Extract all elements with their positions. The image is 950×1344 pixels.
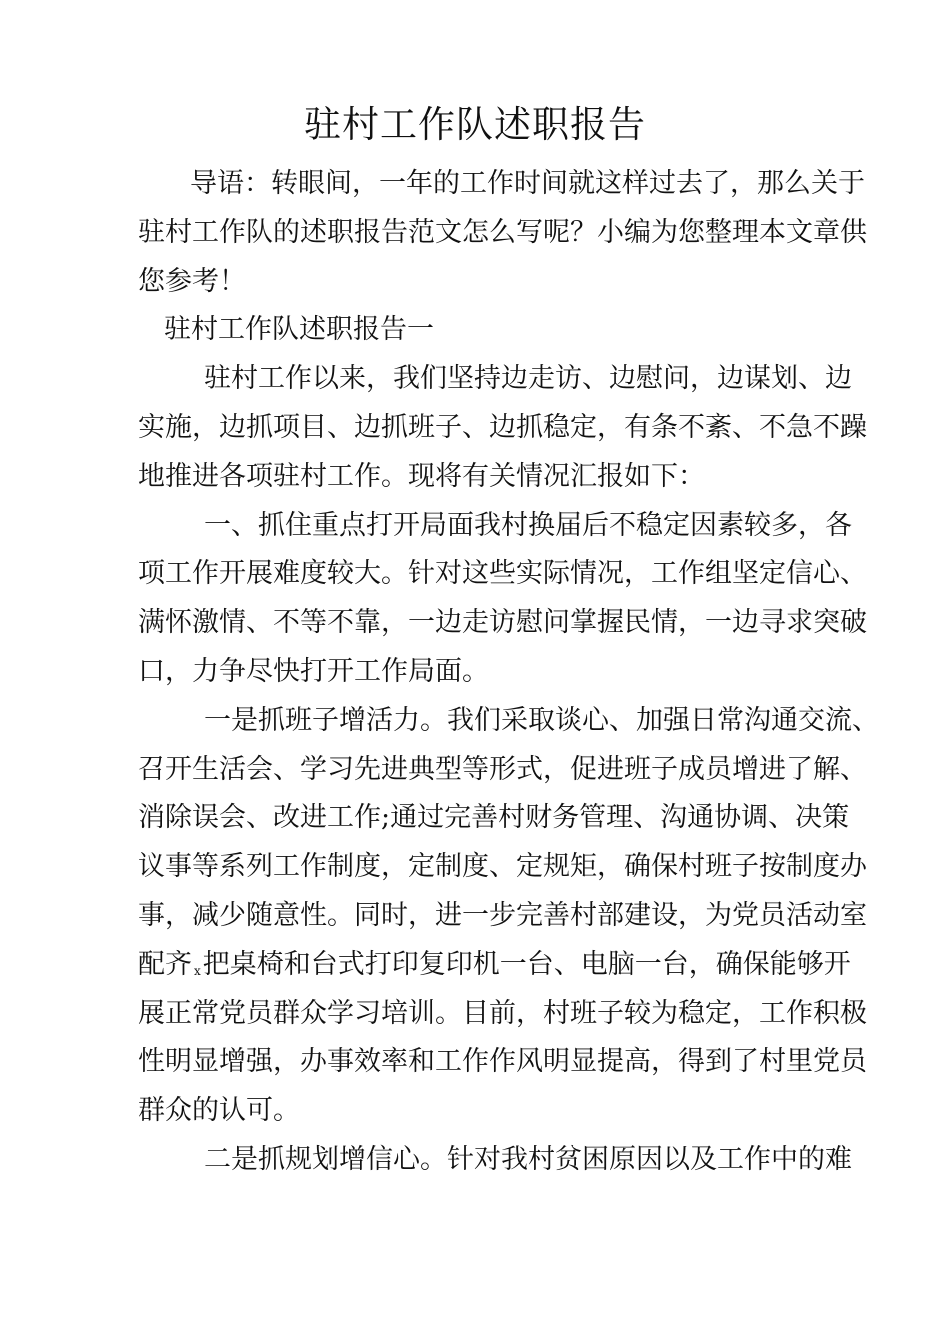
- text-line: [138, 1038, 867, 1087]
- text-line-content: 项工作开展难度较大。针对这些实际情况，工作组坚定信心、: [138, 558, 867, 590]
- text-line-content: 导语：转眼间，一年的工作时间就这样过去了，那么关于: [190, 168, 865, 199]
- text-line-content: 消除误会、改进工作;通过完善村财务管理、沟通协调、决策: [138, 802, 850, 834]
- text-line: [138, 697, 879, 746]
- text-line-content: 召开生活会、学习先进典型等形式，促进班子成员增进了解、: [138, 753, 867, 785]
- text-line: [138, 843, 867, 892]
- text-line-content: 二是抓规划增信心。针对我村贫困原因以及工作中的难: [204, 1143, 852, 1175]
- text-line: [138, 160, 865, 209]
- text-line-content: 驻村工作以来，我们坚持边走访、边慰问，边谋划、边: [204, 363, 852, 395]
- text-line: [138, 599, 867, 648]
- text-line-content: 议事等系列工作制度，定制度、定规矩，确保村班子按制度办: [138, 851, 867, 883]
- text-line: [138, 355, 852, 404]
- text-line-content: 配齐: [138, 948, 192, 980]
- text-line-content: 地推进各项驻村工作。现将有关情况汇报如下：: [138, 460, 705, 492]
- text-line-content: 实施，边抓项目、边抓班子、边抓稳定，有条不紊、不急不躁: [138, 411, 867, 443]
- text-line: [138, 990, 867, 1039]
- text-line-content: 口，力争尽快打开工作局面。: [138, 655, 489, 687]
- text-line: [138, 258, 848, 307]
- text-line: [138, 892, 867, 941]
- text-line: [138, 306, 848, 355]
- text-line-content: 一是抓班子增活力。我们采取谈心、加强日常沟通交流、: [204, 704, 879, 736]
- text-line-content: 性明显增强，办事效率和工作作风明显提高，得到了村里党员: [138, 1046, 867, 1078]
- text-line: [138, 404, 867, 453]
- text-line-content: 事，减少随意性。同时，进一步完善村部建设，为党员活动室: [138, 899, 867, 931]
- text-line: [138, 941, 851, 990]
- text-line-content: 满怀激情、不等不靠，一边走访慰问掌握民情，一边寻求突破: [138, 607, 867, 639]
- text-line: [138, 1087, 848, 1136]
- inline-mark: x: [194, 963, 201, 978]
- text-line: [138, 453, 848, 502]
- text-line-content: 您参考！: [138, 265, 246, 297]
- text-line: [138, 1136, 852, 1185]
- text-line: [138, 209, 867, 258]
- document-body: [138, 160, 879, 1185]
- text-line-content: 群众的认可。: [138, 1095, 300, 1127]
- text-line-content: 一、抓住重点打开局面我村换届后不稳定因素较多，各: [204, 509, 852, 541]
- document-title: 驻村工作队述职报告: [304, 103, 646, 146]
- text-line-content: 驻村工作队的述职报告范文怎么写呢？小编为您整理本文章供: [138, 216, 867, 248]
- text-line: [138, 794, 848, 843]
- text-line: [138, 648, 848, 697]
- text-line: [138, 550, 867, 599]
- text-line: [138, 502, 852, 551]
- text-line: [138, 746, 867, 795]
- text-line-content: 驻村工作队述职报告一: [164, 314, 434, 346]
- text-line-content: 展正常党员群众学习培训。目前，村班子较为稳定，工作积极: [138, 997, 867, 1029]
- text-line-content: 把桌椅和台式打印复印机一台、电脑一台，确保能够开: [202, 948, 851, 980]
